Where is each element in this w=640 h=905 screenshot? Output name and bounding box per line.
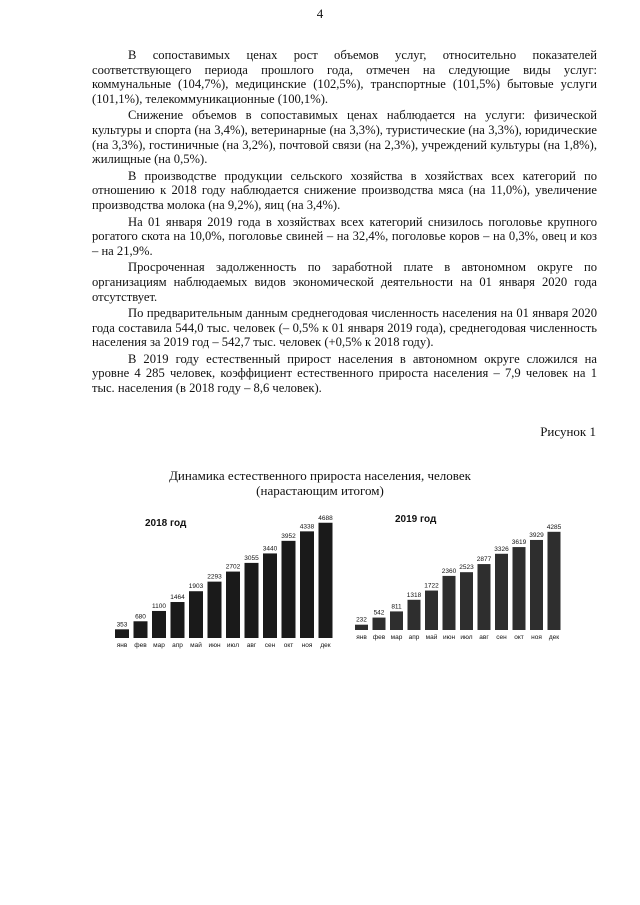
chart-0-value-label: 3055 xyxy=(244,554,259,562)
chart-0-category-label: ноя xyxy=(301,642,313,649)
chart-1-category-label: окт xyxy=(514,634,524,641)
body-text xyxy=(92,48,597,398)
chart-0-bar-май xyxy=(189,591,203,638)
chart-0-value-label: 353 xyxy=(116,621,128,629)
chart-1-value-label: 811 xyxy=(391,603,402,611)
paragraph-natural-growth: В 2019 году естественный прирост населения в автономном округе сложился на уровне 4 285 человек, коэффициент естественного прироста населения – 7,9 человек на 1 тыс. населения (в 2018 году – 8,6 человек). xyxy=(92,351,597,396)
chart-1-category-label: июл xyxy=(460,634,473,641)
chart-1-category-label: апр xyxy=(408,634,420,641)
paragraph-agriculture: В производстве продукции сельского хозяйства в хозяйствах всех категорий по отношению к 2018 году наблюдается снижение производства мяса (на 11,0%), увеличение производства молока (на 9,2%), яиц (на 3,4%). xyxy=(92,168,597,212)
chart-0-title: 2018 год xyxy=(145,518,187,529)
chart-0-bar-июн xyxy=(208,582,222,638)
chart-0-value-label: 3440 xyxy=(262,545,278,553)
chart-0-category-label: янв xyxy=(116,642,128,649)
chart-1-category-label: июн xyxy=(442,634,456,641)
chart-0-value-label: 4338 xyxy=(299,523,315,531)
paragraph-livestock: На 01 января 2019 года в хозяйствах всех категорий снизилось поголовье крупного рогатого скота на 10,0%, поголовье свиней – на 32,4%, поголовье коров – на 0,3%, овец и коз – на 21,9%. xyxy=(92,214,597,258)
chart-0-value-label: 1903 xyxy=(188,583,204,591)
paragraph-population: По предварительным данным среднегодовая численность населения на 01 января 2020 года составила 544,0 тыс. человек (– 0,5% к 01 января 2019 года), среднегодовая численность населения за 2019 год – 542,7 тыс. человек (+0,5% к 2018 году). xyxy=(92,306,597,350)
chart-1-bar-авг xyxy=(478,564,491,630)
chart-0-bar-сен xyxy=(263,553,277,638)
chart-1-bar-мар xyxy=(390,611,403,630)
chart-1-category-label: май xyxy=(425,634,438,641)
chart-0-category-label: окт xyxy=(283,642,294,649)
paragraph-services-growth: В сопоставимых ценах рост объемов услуг, относительно показателей соответствующего периода прошлого года, отмечен на следующие виды услуг: коммунальные (104,7%), медицинские (102,5%), транспортные (101,5%) бытовые услуги (101,1%), телекоммуникационные (100,1%). xyxy=(92,48,597,106)
chart-1-bar-ноя xyxy=(530,540,543,630)
chart-0-category-label: июл xyxy=(226,642,240,649)
chart-0-value-label: 3952 xyxy=(281,532,296,540)
chart-0-bar-окт xyxy=(282,541,296,638)
chart-1-value-label: 4285 xyxy=(546,523,562,531)
chart-1-category-label: сен xyxy=(496,634,507,641)
chart-0-bar-апр xyxy=(171,602,185,638)
paragraph-services-decline: Снижение объемов в сопоставимых ценах наблюдается на услуги: физической культуры и спорта (на 3,4%), ветеринарные (на 3,3%), туристические (на 3,3%), юридические (на 3,3%), гостиничные (на 3,2%), почтовой связи (на 2,3%), учреждений культуры (на 1,8%), жилищные (на 0,5%). xyxy=(92,108,597,167)
chart-1-value-label: 1318 xyxy=(406,591,422,599)
chart-1-bar-дек xyxy=(548,532,561,630)
chart-title-line2: (нарастающим итогом) xyxy=(256,483,384,498)
chart-0-category-label: авг xyxy=(246,642,257,649)
chart-0-bar-дек xyxy=(319,523,333,638)
chart-0-category-label: сен xyxy=(264,642,276,649)
chart-0-value-label: 2293 xyxy=(207,573,222,581)
chart-1-category-label: авг xyxy=(479,634,489,641)
chart-1-bar-янв xyxy=(355,625,368,630)
chart-0-category-label: мар xyxy=(153,642,165,649)
chart-0-value-label: 2702 xyxy=(225,563,241,571)
natural-growth-chart xyxy=(105,500,585,660)
chart-0-bar-фев xyxy=(134,621,148,638)
chart-0-value-label: 4688 xyxy=(318,514,333,522)
chart-1-title: 2019 год xyxy=(395,514,437,525)
chart-0-category-label: фев xyxy=(134,642,147,649)
chart-1-category-label: ноя xyxy=(531,634,542,641)
chart-title xyxy=(0,468,640,498)
chart-0-bar-июл xyxy=(226,572,240,638)
chart-0-bar-янв xyxy=(115,629,129,638)
paragraph-wage-arrears: Просроченная задолженность по заработной плате в автономном округе по организациям наблюдаемых видов экономической деятельности на 01 января 2020 года отсутствует. xyxy=(92,260,597,304)
chart-1-bar-май xyxy=(425,591,438,630)
chart-1-value-label: 2360 xyxy=(441,567,457,575)
chart-0-category-label: июн xyxy=(208,642,221,649)
chart-1-value-label: 542 xyxy=(373,609,385,617)
chart-1-category-label: фев xyxy=(372,634,386,641)
chart-1-value-label: 3929 xyxy=(529,531,544,539)
chart-1-bar-окт xyxy=(513,547,526,630)
chart-1-bar-сен xyxy=(495,554,508,630)
chart-0-category-label: май xyxy=(190,642,202,649)
chart-title-line1: Динамика естественного прироста населения, человек xyxy=(169,468,471,483)
chart-1-value-label: 2877 xyxy=(476,556,492,564)
chart-0-bar-мар xyxy=(152,611,166,638)
chart-0-category-label: дек xyxy=(320,642,331,649)
chart-1-value-label: 3619 xyxy=(511,539,527,547)
chart-0-value-label: 1464 xyxy=(170,594,185,602)
page-number: 4 xyxy=(316,6,324,21)
chart-0-category-label: апр xyxy=(172,642,183,649)
chart-1-value-label: 232 xyxy=(356,616,367,624)
chart-1-bar-фев xyxy=(373,618,386,630)
chart-0-bar-ноя xyxy=(300,531,314,638)
chart-1-bar-июн xyxy=(443,576,456,630)
chart-1-bar-июл xyxy=(460,572,473,630)
chart-1-value-label: 2523 xyxy=(459,564,474,572)
chart-0-value-label: 680 xyxy=(135,613,146,621)
figure-label: Рисунок 1 xyxy=(540,424,596,439)
chart-1-category-label: янв xyxy=(356,634,367,641)
chart-1-value-label: 1722 xyxy=(424,582,439,590)
chart-1-category-label: мар xyxy=(390,634,403,641)
chart-0-value-label: 1100 xyxy=(152,602,166,610)
chart-0-bar-авг xyxy=(245,563,259,638)
chart-1-bar-апр xyxy=(408,600,421,630)
chart-1-value-label: 3326 xyxy=(494,545,509,553)
chart-1-category-label: дек xyxy=(548,634,560,641)
